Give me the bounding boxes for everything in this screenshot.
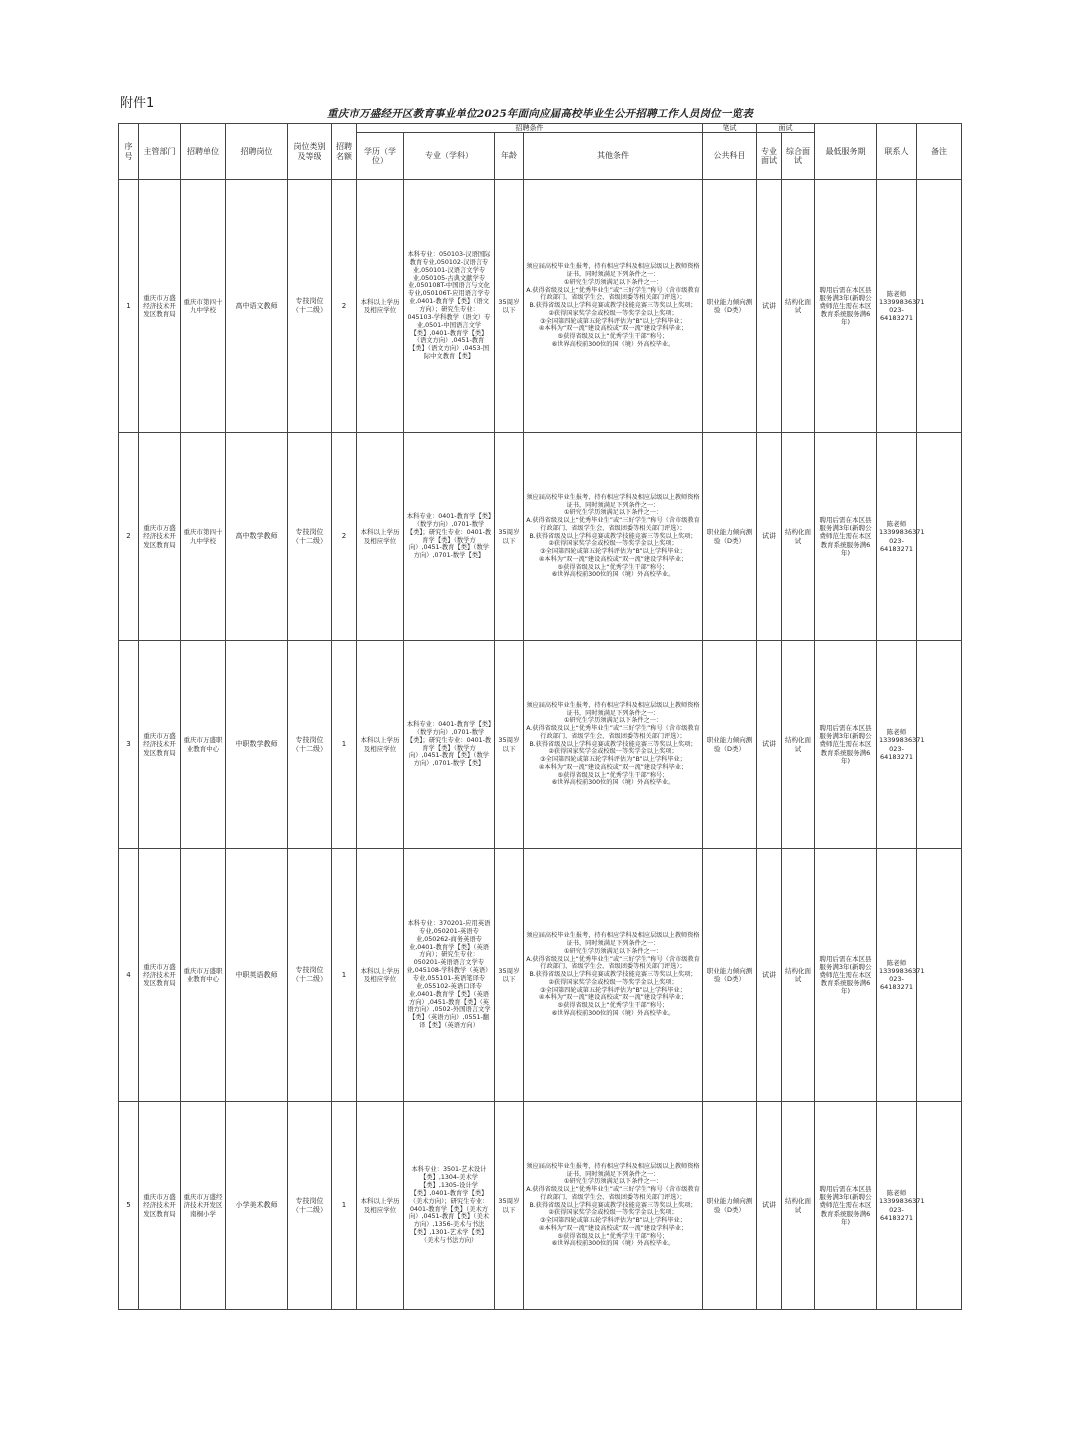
- header-quota: 招聘名额: [332, 124, 357, 180]
- condition-line: ④本科为“双一流”建设高校或“双一流”建设学科毕业；: [538, 555, 688, 563]
- cell-major: 本科专业：0401-教育学【类】（数学方向）,0701-数学【类】；研究生专业：0401-教育学【类】（数学方向）,0451-教育【类】（数学方向）,0701-数学【类】: [404, 433, 495, 641]
- contact-mobile: 13399836371: [879, 297, 925, 306]
- cell-age: 35周岁以下: [495, 433, 524, 641]
- contact-mobile: 13399836371: [879, 528, 925, 537]
- cell-other-conditions: [524, 180, 703, 433]
- header-professional-interview: 专业面试: [757, 133, 782, 180]
- header-public-subject: 公共科目: [703, 133, 757, 180]
- cell-category: 专技岗位（十二级）: [288, 641, 332, 849]
- cell-age: 35周岁以下: [495, 1102, 524, 1310]
- cell-seq: 1: [119, 180, 139, 433]
- condition-line: ②获得国家奖学金或校级一等奖学金以上奖项；: [548, 540, 678, 548]
- condition-line: 须应届高校毕业生报考，持有相应学科及相应层级以上教师资格证书，同时须满足下列条件之一：: [526, 932, 700, 948]
- condition-line: ③全国第四轮或第五轮学科评估为“B”以上学科毕业；: [540, 1217, 686, 1225]
- cell-service-period: 聘用后需在本区县服务满3年(新聘公费师范生需在本区教育系统服务满6年): [815, 433, 877, 641]
- cell-department: 重庆市万盛经济技术开发区教育局: [139, 641, 181, 849]
- condition-line: ⑥世界高校前300位的国（境）外高校毕业。: [551, 340, 675, 348]
- cell-public-subject: 职业能力倾向测验（D类）: [703, 1102, 757, 1310]
- cell-quota: 2: [332, 180, 357, 433]
- condition-line: 须应届高校毕业生报考，持有相应学科及相应层级以上教师资格证书，同时须满足下列条件之一：: [526, 493, 700, 509]
- cell-remarks: [917, 1102, 962, 1310]
- cell-comprehensive-interview: 结构化面试: [782, 641, 815, 849]
- contact-name: 陈老师: [886, 289, 907, 298]
- document-title: 重庆市万盛经开区教育事业单位2025年面向应届高校毕业生公开招聘工作人员岗位一览表: [327, 108, 753, 120]
- header-category: 岗位类别及等级: [288, 124, 332, 180]
- cell-professional-interview: 试讲: [757, 180, 782, 433]
- condition-line: ①研究生学历须满足以下条件之一：: [563, 1178, 663, 1186]
- table-row: [119, 849, 962, 1102]
- condition-line: ④本科为“双一流”建设高校或“双一流”建设学科毕业；: [538, 325, 688, 333]
- cell-education: 本科以上学历及相应学位: [357, 849, 404, 1102]
- condition-line: ⑤获得省级及以上“优秀学生干部”称号；: [557, 563, 669, 571]
- cell-quota: 1: [332, 1102, 357, 1310]
- cell-contact: [877, 433, 925, 641]
- cell-contact: [877, 849, 925, 1102]
- condition-line: ⑤获得省级及以上“优秀学生干部”称号；: [557, 1002, 669, 1010]
- contact-name: 陈老师: [886, 958, 907, 967]
- condition-line: ⑤获得省级及以上“优秀学生干部”称号；: [557, 333, 669, 341]
- condition-line: ⑥世界高校前300位的国（境）外高校毕业。: [551, 1009, 675, 1017]
- cell-major: 本科专业：0401-教育学【类】（数学方向）,0701-数学【类】；研究生专业：0401-教育学【类】（数学方向）,0451-教育【类】（数学方向）,0701-数学【类】: [404, 641, 495, 849]
- cell-public-subject: 职业能力倾向测验（D类）: [703, 433, 757, 641]
- header-unit: 招聘单位: [181, 124, 226, 180]
- cell-position: 小学美术教师: [226, 1102, 288, 1310]
- cell-seq: 2: [119, 433, 139, 641]
- cell-position: 中职英语教师: [226, 849, 288, 1102]
- condition-line: ①研究生学历须满足以下条件之一：: [563, 947, 663, 955]
- cell-position: 高中数学教师: [226, 433, 288, 641]
- positions-table: [118, 123, 962, 1310]
- condition-line: ③全国第四轮或第五轮学科评估为“B”以上学科毕业；: [540, 756, 686, 764]
- table-row: [119, 1102, 962, 1310]
- condition-line: ⑥世界高校前300位的国（境）外高校毕业。: [551, 1240, 675, 1248]
- cell-remarks: [917, 433, 962, 641]
- condition-line: ⑥世界高校前300位的国（境）外高校毕业。: [551, 571, 675, 579]
- cell-remarks: [917, 180, 962, 433]
- header-group-interview: 面试: [757, 124, 815, 133]
- header-other: 其他条件: [524, 133, 703, 180]
- contact-phone: 023-64183271: [879, 975, 914, 992]
- cell-education: 本科以上学历及相应学位: [357, 180, 404, 433]
- cell-category: 专技岗位（十二级）: [288, 849, 332, 1102]
- header-comprehensive-interview: 综合面试: [782, 133, 815, 180]
- header-seq: 序号: [119, 124, 139, 180]
- cell-professional-interview: 试讲: [757, 1102, 782, 1310]
- cell-unit: 重庆市万盛经济技术开发区南桐小学: [181, 1102, 226, 1310]
- condition-line: A.获得省级及以上“优秀毕业生”或“三好学生”称号（含市级教育行政部门、省级学生会、省级团委等相关部门评选）；: [526, 955, 700, 971]
- condition-line: B.获得省级及以上学科竞赛或教学技能竞赛三等奖以上奖项；: [529, 971, 697, 979]
- condition-line: A.获得省级及以上“优秀毕业生”或“三好学生”称号（含市级教育行政部门、省级学生会、省级团委等相关部门评选）；: [526, 1186, 700, 1201]
- condition-line: ③全国第四轮或第五轮学科评估为“B”以上学科毕业；: [540, 548, 686, 556]
- cell-professional-interview: 试讲: [757, 433, 782, 641]
- condition-line: 须应届高校毕业生报考，持有相应学科及相应层级以上教师资格证书，同时须满足下列条件之一：: [526, 263, 700, 279]
- condition-line: 须应届高校毕业生报考，持有相应学科及相应层级以上教师资格证书，同时须满足下列条件之一：: [526, 1162, 700, 1178]
- cell-category: 专技岗位（十二级）: [288, 180, 332, 433]
- cell-education: 本科以上学历及相应学位: [357, 641, 404, 849]
- header-major: 专业（学科）: [404, 133, 495, 180]
- cell-department: 重庆市万盛经济技术开发区教育局: [139, 1102, 181, 1310]
- cell-public-subject: 职业能力倾向测验（D类）: [703, 641, 757, 849]
- cell-other-conditions: [524, 641, 703, 849]
- condition-line: B.获得省级及以上学科竞赛或教学技能竞赛三等奖以上奖项；: [529, 740, 697, 748]
- condition-line: ①研究生学历须满足以下条件之一：: [563, 509, 663, 517]
- condition-line: ④本科为“双一流”建设高校或“双一流”建设学科毕业；: [538, 994, 688, 1002]
- cell-service-period: 聘用后需在本区县服务满3年(新聘公费师范生需在本区教育系统服务满6年): [815, 180, 877, 433]
- table-row: [119, 433, 962, 641]
- header-group-written: 笔试: [703, 124, 757, 133]
- condition-line: ⑥世界高校前300位的国（境）外高校毕业。: [551, 779, 675, 787]
- cell-education: 本科以上学历及相应学位: [357, 1102, 404, 1310]
- contact-mobile: 13399836371: [879, 1197, 925, 1206]
- condition-line: ②获得国家奖学金或校级一等奖学金以上奖项；: [548, 978, 678, 986]
- condition-line: ②获得国家奖学金或校级一等奖学金以上奖项；: [548, 309, 678, 317]
- condition-line: ④本科为“双一流”建设高校或“双一流”建设学科毕业；: [538, 763, 688, 771]
- cell-major: 本科专业：370201-应用英语专业,050201-英语专业,050262-商务英语专业,0401-教育学【类】（英语方向）；研究生专业：050201-英语语言文学专业,045108-学科教学（英语）专业,055101-英语笔译专业,055102-英语口译专业,0401-教育学【类】（英语方向）,0451-教育【类】（英语方向）,0502-外国语言文学【类】（英语方向）,0551-翻译【类】（英语方向）: [404, 849, 495, 1102]
- contact-name: 陈老师: [886, 728, 907, 737]
- header-service-period: 最低服务期: [815, 124, 877, 180]
- cell-quota: 2: [332, 433, 357, 641]
- cell-public-subject: 职业能力倾向测验（D类）: [703, 849, 757, 1102]
- cell-quota: 1: [332, 849, 357, 1102]
- cell-position: 高中语文教师: [226, 180, 288, 433]
- cell-unit: 重庆市第四十九中学校: [181, 433, 226, 641]
- cell-seq: 4: [119, 849, 139, 1102]
- cell-contact: [877, 1102, 925, 1310]
- cell-professional-interview: 试讲: [757, 849, 782, 1102]
- cell-category: 专技岗位（十二级）: [288, 1102, 332, 1310]
- condition-line: ⑤获得省级及以上“优秀学生干部”称号；: [557, 1232, 669, 1240]
- condition-line: ②获得国家奖学金或校级一等奖学金以上奖项；: [548, 1209, 678, 1217]
- condition-line: A.获得省级及以上“优秀毕业生”或“三好学生”称号（含市级教育行政部门、省级学生会、省级团委等相关部门评选）；: [526, 725, 700, 740]
- cell-unit: 重庆市万盛职业教育中心: [181, 641, 226, 849]
- header-department: 主管部门: [139, 124, 181, 180]
- header-education: 学历（学位）: [357, 133, 404, 180]
- cell-service-period: 聘用后需在本区县服务满3年(新聘公费师范生需在本区教育系统服务满6年): [815, 1102, 877, 1310]
- condition-line: B.获得省级及以上学科竞赛或教学技能竞赛三等奖以上奖项；: [529, 302, 697, 310]
- cell-other-conditions: [524, 1102, 703, 1310]
- cell-service-period: 聘用后需在本区县服务满3年(新聘公费师范生需在本区教育系统服务满6年): [815, 849, 877, 1102]
- header-age: 年龄: [495, 133, 524, 180]
- cell-comprehensive-interview: 结构化面试: [782, 433, 815, 641]
- cell-contact: [877, 641, 925, 849]
- condition-line: ④本科为“双一流”建设高校或“双一流”建设学科毕业；: [538, 1224, 688, 1232]
- condition-line: B.获得省级及以上学科竞赛或教学技能竞赛三等奖以上奖项；: [529, 1201, 697, 1209]
- cell-comprehensive-interview: 结构化面试: [782, 180, 815, 433]
- condition-line: ③全国第四轮或第五轮学科评估为“B”以上学科毕业；: [540, 986, 686, 994]
- condition-line: ③全国第四轮或第五轮学科评估为“B”以上学科毕业；: [540, 317, 686, 325]
- cell-comprehensive-interview: 结构化面试: [782, 1102, 815, 1310]
- cell-other-conditions: [524, 433, 703, 641]
- condition-line: A.获得省级及以上“优秀毕业生”或“三好学生”称号（含市级教育行政部门、省级学生会、省级团委等相关部门评选）；: [526, 286, 700, 302]
- cell-contact: [877, 180, 925, 433]
- cell-seq: 3: [119, 641, 139, 849]
- cell-major: 本科专业：3501-艺术设计【类】,1304-美术学【类】,1305-设计学【类】,0401-教育学【类】（美术方向）；研究生专业：0401-教育学【类】（美术方向）,0451-教育【类】（美术方向）,1356-美术与书法【类】,1301-艺术学【类】（美术与书法方向）: [404, 1102, 495, 1310]
- contact-name: 陈老师: [886, 520, 907, 529]
- cell-quota: 1: [332, 641, 357, 849]
- condition-line: 须应届高校毕业生报考，持有相应学科及相应层级以上教师资格证书，同时须满足下列条件之一：: [526, 701, 700, 717]
- cell-major: 本科专业：050103-汉语国际教育专业,050102-汉语言专业,050101-汉语言文学专业,050105-古典文献学专业,050108T-中国语言与文化专业,050106T-应用语言学专业,0401-教育学【类】（语文方向）；研究生专业：045103-学科教学（语文）专业,0501-中国语言文学【类】,0401-教育学【类】（语文方向）,0451-教育【类】（语文方向）,0453-国际中文教育【类】: [404, 180, 495, 433]
- contact-name: 陈老师: [886, 1189, 907, 1198]
- cell-department: 重庆市万盛经济技术开发区教育局: [139, 433, 181, 641]
- contact-phone: 023-64183271: [879, 744, 914, 761]
- cell-position: 中职数学教师: [226, 641, 288, 849]
- cell-remarks: [917, 849, 962, 1102]
- condition-line: ①研究生学历须满足以下条件之一：: [563, 278, 663, 286]
- condition-line: ①研究生学历须满足以下条件之一：: [563, 717, 663, 725]
- cell-category: 专技岗位（十二级）: [288, 433, 332, 641]
- cell-age: 35周岁以下: [495, 180, 524, 433]
- cell-professional-interview: 试讲: [757, 641, 782, 849]
- table-row: [119, 641, 962, 849]
- attachment-label: 附件1: [120, 96, 155, 111]
- cell-education: 本科以上学历及相应学位: [357, 433, 404, 641]
- cell-other-conditions: [524, 849, 703, 1102]
- header-group-conditions: 招聘条件: [357, 124, 703, 133]
- condition-line: B.获得省级及以上学科竞赛或教学技能竞赛三等奖以上奖项；: [529, 532, 697, 540]
- cell-age: 35周岁以下: [495, 849, 524, 1102]
- cell-unit: 重庆市万盛职业教育中心: [181, 849, 226, 1102]
- cell-comprehensive-interview: 结构化面试: [782, 849, 815, 1102]
- contact-mobile: 13399836371: [879, 736, 925, 745]
- cell-department: 重庆市万盛经济技术开发区教育局: [139, 180, 181, 433]
- contact-phone: 023-64183271: [879, 306, 914, 323]
- table-row: [119, 180, 962, 433]
- header-position: 招聘岗位: [226, 124, 288, 180]
- cell-unit: 重庆市第四十九中学校: [181, 180, 226, 433]
- contact-mobile: 13399836371: [879, 966, 925, 975]
- condition-line: A.获得省级及以上“优秀毕业生”或“三好学生”称号（含市级教育行政部门、省级学生会、省级团委等相关部门评选）；: [526, 517, 700, 532]
- cell-public-subject: 职业能力倾向测验（D类）: [703, 180, 757, 433]
- cell-seq: 5: [119, 1102, 139, 1310]
- condition-line: ⑤获得省级及以上“优秀学生干部”称号；: [557, 771, 669, 779]
- contact-phone: 023-64183271: [879, 536, 914, 553]
- cell-remarks: [917, 641, 962, 849]
- header-remarks: 备注: [917, 124, 962, 180]
- contact-phone: 023-64183271: [879, 1205, 914, 1222]
- header-contact: 联系人: [877, 124, 917, 180]
- cell-service-period: 聘用后需在本区县服务满3年(新聘公费师范生需在本区教育系统服务满6年): [815, 641, 877, 849]
- condition-line: ②获得国家奖学金或校级一等奖学金以上奖项；: [548, 748, 678, 756]
- cell-age: 35周岁以下: [495, 641, 524, 849]
- cell-department: 重庆市万盛经济技术开发区教育局: [139, 849, 181, 1102]
